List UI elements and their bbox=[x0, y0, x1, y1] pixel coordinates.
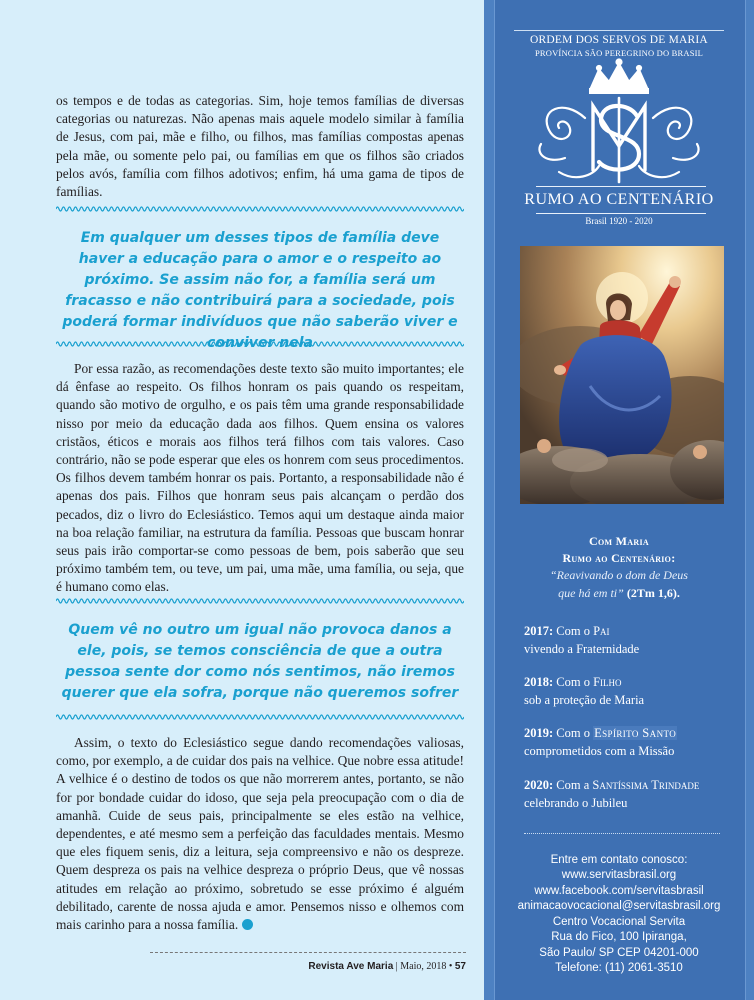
address-line: Rua do Fico, 100 Ipiranga, bbox=[551, 931, 687, 943]
email-link[interactable]: animacaovocacional@servitasbrasil.org bbox=[517, 900, 721, 912]
timeline-person: Santíssima Trindade bbox=[592, 778, 700, 792]
timeline-motto: comprometidos com a Missão bbox=[524, 744, 675, 758]
centenary-years: Brasil 1920 - 2020 bbox=[585, 216, 653, 226]
footer-separator: | bbox=[395, 961, 398, 972]
province-name: PROVÍNCIA SÃO PEREGRINO DO BRASIL bbox=[534, 48, 704, 58]
contact-heading: Entre em contato conosco: bbox=[550, 854, 688, 866]
timeline-year: 2020: bbox=[524, 778, 554, 792]
issue-date: Maio, 2018 • bbox=[400, 961, 453, 972]
address-line: São Paulo/ SP CEP 04201-000 bbox=[539, 947, 699, 959]
address-line: Centro Vocacional Servita bbox=[552, 916, 686, 928]
timeline-person: Espírito Santo bbox=[594, 726, 677, 740]
wave-divider bbox=[56, 713, 464, 721]
timeline-motto: vivendo a Fraternidade bbox=[524, 642, 640, 656]
timeline-motto: celebrando o Jubileu bbox=[524, 796, 628, 810]
toward-centenary-heading: Rumo ao Centenário: bbox=[562, 551, 676, 565]
timeline-year: 2018: bbox=[524, 675, 554, 689]
rumo-rule-top bbox=[536, 186, 706, 187]
pull-quote-1: Em qualquer um desses tipos de família deve haver a educação para o amor e o respeito ao próximo. Se assim não for, a família será um fracasso e não contribuirá para a sociedade, pois poderá formar indivíduos que não saberão viver e conviver nela bbox=[62, 230, 458, 351]
magazine-name: Revista Ave Maria bbox=[308, 961, 394, 972]
timeline-item bbox=[524, 724, 744, 760]
rumo-rule-bottom bbox=[536, 213, 706, 214]
servite-crown-emblem-icon bbox=[529, 58, 709, 188]
timeline-motto: sob a proteção de Maria bbox=[524, 693, 645, 707]
wave-divider bbox=[56, 205, 464, 213]
with-maria-heading: Com Maria bbox=[589, 534, 649, 548]
footer-rule bbox=[150, 952, 466, 953]
article-paragraph-3-text: Assim, o texto do Eclesiástico segue dando recomendações valiosas, como, por exemplo, a de cuidar dos pais na velhice. Que nobre essa atitude! A velhice é o destino de todos os que não morrerem antes, portanto, se não for por bondade cuidar do idoso, que seja pela preocupação com o dia de amanhã. Cuide de seus pais, principalmente se eles estão na velhice, dependentes, e até mesmo sem a perfeição das faculdades mentais. Mesmo que eles fiquem senis, diz a leitura, seja compreensivo e não os despreze. Quem despreza os pais na velhice despreza o próprio Deus, que vê nossas atitudes em relação ao próximo, sobretudo se esse próximo é alguém debilitado, carente de nossa ajuda e amor. Pensemos nisso e olhemos com mais carinho para a nossa família. bbox=[56, 735, 464, 933]
assumption-painting bbox=[520, 246, 724, 504]
facebook-link[interactable]: www.facebook.com/servitasbrasil bbox=[534, 885, 704, 897]
timeline-item bbox=[524, 673, 744, 709]
page-footer bbox=[150, 961, 466, 972]
wave-divider bbox=[56, 340, 464, 348]
org-name: ORDEM DOS SERVOS DE MARIA bbox=[530, 34, 708, 46]
verse-line-2-text: que há em ti” bbox=[558, 586, 624, 600]
article-paragraph-1: os tempos e de todas as categorias. Sim, hoje temos famílias de diversas categorias ou naturezas. Não apenas mais aquele modelo similar à família de Jesus, com pai, mãe e filho, ou filhos, mas famílias compostas apenas pela mãe, ou somente pelo pai, ou famílias em que os filhos são criados pelos avós, família com filhos adotivos; enfim, há uma gama de tipos de famílias. bbox=[56, 93, 464, 200]
pull-quote-2: Quem vê no outro um igual não provoca danos a ele, pois, se temos consciência de que a outra pessoa sente dor como nós sentimos, não iremos querer que ela sofra, porque não queremos sofrer bbox=[61, 622, 459, 701]
article-paragraph-3 bbox=[56, 734, 464, 934]
verse-line-1: “Reavivando o dom de Deus bbox=[550, 568, 688, 582]
contact-rule bbox=[524, 833, 720, 834]
timeline-prefix: Com o bbox=[556, 726, 590, 740]
sidebar bbox=[484, 0, 754, 1000]
verse-line-2 bbox=[484, 586, 754, 601]
centenary-title: RUMO AO CENTENÁRIO bbox=[524, 191, 714, 208]
wave-divider bbox=[56, 597, 464, 605]
website-link[interactable]: www.servitasbrasil.org bbox=[561, 869, 677, 881]
timeline-prefix: Com a bbox=[556, 778, 590, 792]
end-mark-icon bbox=[242, 919, 253, 930]
timeline-person: Filho bbox=[593, 675, 622, 689]
sidebar-top-rule bbox=[514, 30, 724, 31]
timeline-year: 2019: bbox=[524, 726, 554, 740]
timeline-year: 2017: bbox=[524, 624, 554, 638]
timeline-person: Pai bbox=[593, 624, 610, 638]
timeline-prefix: Com o bbox=[556, 675, 590, 689]
article-paragraph-2: Por essa razão, as recomendações deste texto são muito importantes; ele dá ênfase ao respeito. Os filhos honram os pais quando os respeitam, quando são motivo de orgulho, e os pais têm uma grande responsabilidade nisso por meio da educação dada aos filhos. Quem ensina os valores cristãos, éticos e morais aos filhos terá filhos com tais valores. Caso contrário, não se pode esperar que eles os honrem com seus procedimentos. Os filhos devem também honrar os pais. Portanto, a responsabilidade não é apenas dos pais. Filhos que honram seus pais alcançam o perdão dos pecados, diz o livro do Eclesiástico. Temos aqui um destaque ainda maior na boa relação familiar, na estrutura da família. Pessoas que buscam honrar seus pais irão comportar-se como pessoas de bem, pois saberão que seu próximo também tem, ou teve, um pai, uma mãe, uma família, ou seja, que é humano como elas. bbox=[56, 361, 464, 595]
verse-reference: (2Tm 1,6). bbox=[626, 586, 680, 600]
timeline-item bbox=[524, 776, 744, 812]
page-number: 57 bbox=[454, 961, 466, 972]
timeline-prefix: Com o bbox=[556, 624, 590, 638]
phone-line: Telefone: (11) 2061-3510 bbox=[555, 962, 683, 974]
timeline-item bbox=[524, 622, 744, 658]
